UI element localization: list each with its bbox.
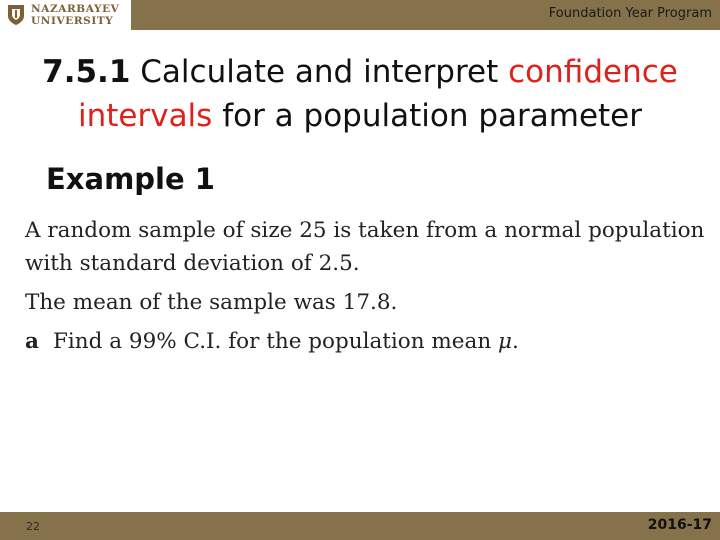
page-number: 22: [26, 520, 40, 533]
logo-line2: UNIVERSITY: [31, 15, 114, 27]
program-name: Foundation Year Program: [548, 6, 712, 21]
footer-bar: [0, 512, 720, 540]
part-a-content: [53, 325, 519, 358]
logo-text: [31, 3, 119, 27]
slide-title: [12, 50, 708, 138]
part-a-end: .: [512, 329, 519, 354]
header-bar: [0, 0, 720, 30]
problem-part-a: [25, 325, 715, 358]
example-heading: Example 1: [46, 162, 215, 196]
part-a-label: a: [25, 329, 39, 354]
university-logo: [0, 0, 131, 30]
title-text-post: for a population parameter: [222, 98, 642, 134]
title-code: 7.5.1: [42, 54, 131, 90]
academic-year: 2016-17: [647, 517, 712, 533]
mu-symbol: μ: [498, 329, 513, 354]
title-text-pre: Calculate and interpret: [140, 54, 499, 90]
problem-paragraph-2: The mean of the sample was 17.8.: [25, 290, 398, 315]
part-a-text: Find a 99% C.I. for the population mean: [53, 329, 492, 354]
university-emblem-icon: [6, 3, 26, 27]
problem-paragraph-1: A random sample of size 25 is taken from a normal population with standard deviation of 2.5.: [25, 218, 705, 276]
title-highlight-intervals: intervals: [77, 98, 213, 134]
problem-text: [25, 214, 715, 358]
logo-line1: NAZARBAYEV: [31, 3, 120, 15]
title-highlight-confidence: confidence: [508, 54, 678, 90]
